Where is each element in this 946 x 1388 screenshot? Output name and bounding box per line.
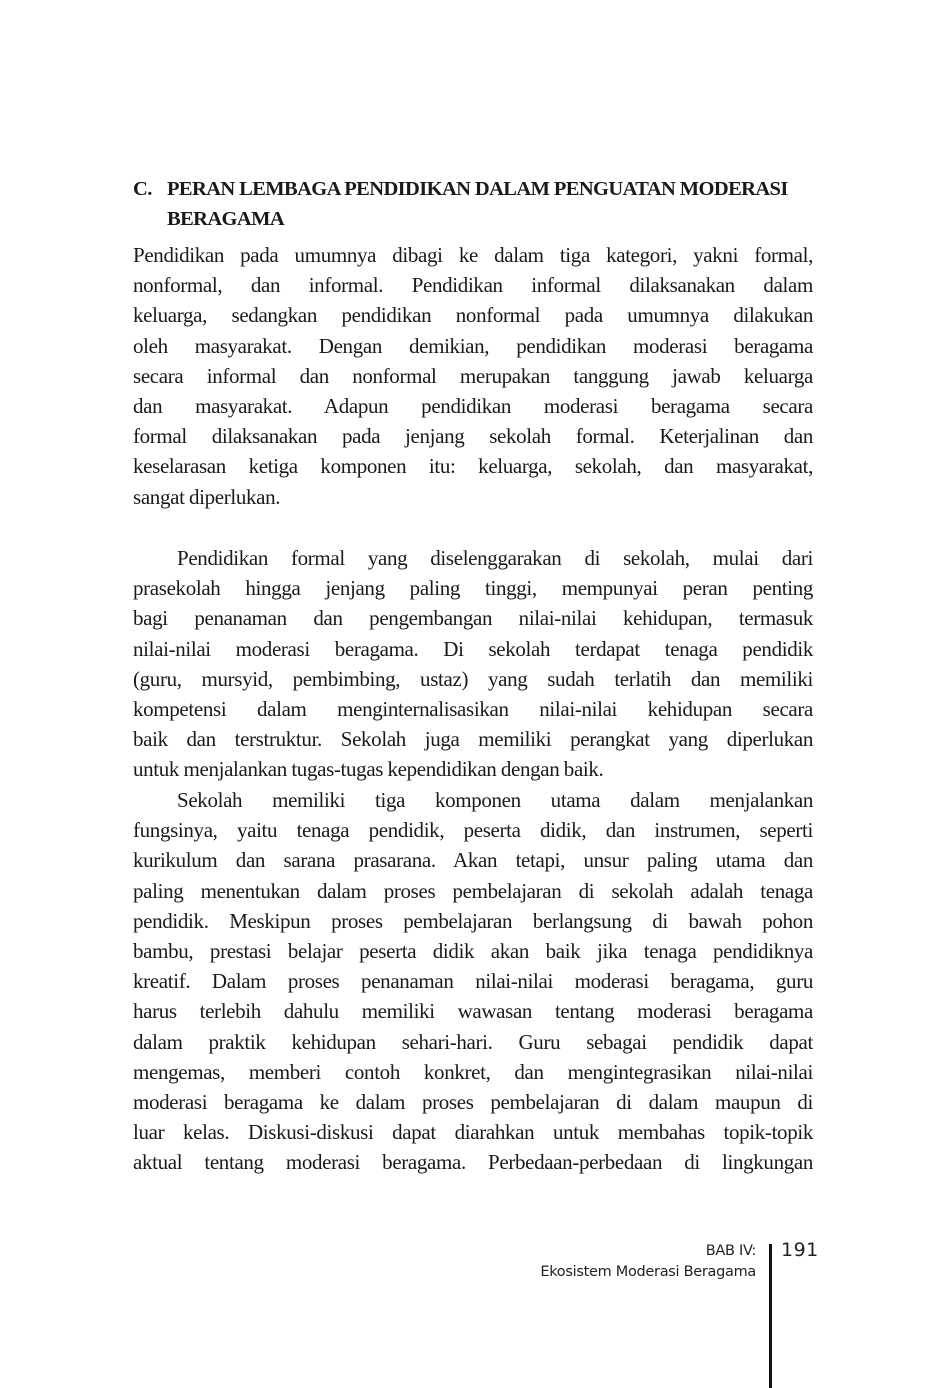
footer-divider (769, 1244, 772, 1388)
text-line: (guru, mursyid, pembimbing, ustaz) yang sudah terlatih dan memiliki (133, 666, 813, 691)
text-line: oleh masyarakat. Dengan demikian, pendidikan moderasi beragama (133, 333, 813, 358)
section-title (167, 174, 827, 234)
text-line: bagi penanaman dan pengembangan nilai-nilai kehidupan, termasuk (133, 606, 813, 631)
text-line: harus terlebih dahulu memiliki wawasan tentang moderasi beragama (133, 999, 813, 1024)
text-line: aktual tentang moderasi beragama. Perbedaan-perbedaan di lingkungan (133, 1150, 813, 1175)
text-line: nonformal, dan informal. Pendidikan informal dilaksanakan dalam (133, 273, 813, 298)
paragraph-1 (133, 240, 813, 512)
section-title-line: BERAGAMA (167, 208, 285, 230)
text-line: Pendidikan formal yang diselenggarakan di sekolah, mulai dari (177, 546, 813, 570)
section-title-line: PERAN LEMBAGA PENDIDIKAN DALAM PENGUATAN MODERASI (167, 178, 788, 200)
text-line: keluarga, sedangkan pendidikan nonformal pada umumnya dilakukan (133, 303, 813, 328)
text-line: prasekolah hingga jenjang paling tinggi, mempunyai peran penting (133, 576, 813, 601)
page-number: 191 (781, 1239, 819, 1261)
text-line: fungsinya, yaitu tenaga pendidik, peserta didik, dan instrumen, seperti (133, 818, 813, 843)
text-line: moderasi beragama ke dalam proses pembelajaran di dalam maupun di (133, 1089, 813, 1114)
text-line: kompetensi dalam menginternalisasikan nilai-nilai kehidupan secara (133, 696, 813, 721)
text-line: formal dilaksanakan pada jenjang sekolah formal. Keterjalinan dan (133, 424, 813, 449)
section-number: C. (133, 178, 152, 200)
paragraph-2 (133, 543, 813, 785)
text-line: luar kelas. Diskusi-diskusi dapat diarahkan untuk membahas topik-topik (133, 1120, 813, 1145)
text-line: Sekolah memiliki tiga komponen utama dalam menjalankan (177, 788, 813, 812)
text-line: kreatif. Dalam proses penanaman nilai-nilai moderasi beragama, guru (133, 969, 813, 994)
text-line: mengemas, memberi contoh konkret, dan mengintegrasikan nilai-nilai (133, 1059, 813, 1084)
text-line: kurikulum dan sarana prasarana. Akan tetapi, unsur paling utama dan (133, 848, 813, 873)
running-footer (540, 1241, 756, 1283)
text-line: dan masyarakat. Adapun pendidikan moderasi beragama secara (133, 393, 813, 418)
text-line: nilai-nilai moderasi beragama. Di sekolah terdapat tenaga pendidik (133, 636, 813, 661)
chapter-title: Ekosistem Moderasi Beragama (540, 1264, 756, 1280)
chapter-label: BAB IV: (705, 1243, 756, 1259)
text-line: bambu, prestasi belajar peserta didik akan baik jika tenaga pendidiknya (133, 938, 813, 963)
text-line: Pendidikan pada umumnya dibagi ke dalam tiga kategori, yakni formal, (133, 243, 813, 267)
text-line: dalam praktik kehidupan sehari-hari. Guru sebagai pendidik dapat (133, 1029, 813, 1054)
text-line: untuk menjalankan tugas-tugas kependidikan dengan baik. (133, 757, 604, 782)
text-line: sangat diperlukan. (133, 484, 281, 509)
text-line: secara informal dan nonformal merupakan tanggung jawab keluarga (133, 363, 813, 388)
text-line: pendidik. Meskipun proses pembelajaran berlangsung di bawah pohon (133, 908, 813, 933)
paragraph-3 (133, 785, 813, 1177)
text-line: baik dan terstruktur. Sekolah juga memiliki perangkat yang diperlukan (133, 727, 813, 752)
text-line: keselarasan ketiga komponen itu: keluarga, sekolah, dan masyarakat, (133, 454, 813, 479)
text-line: paling menentukan dalam proses pembelajaran di sekolah adalah tenaga (133, 878, 813, 903)
